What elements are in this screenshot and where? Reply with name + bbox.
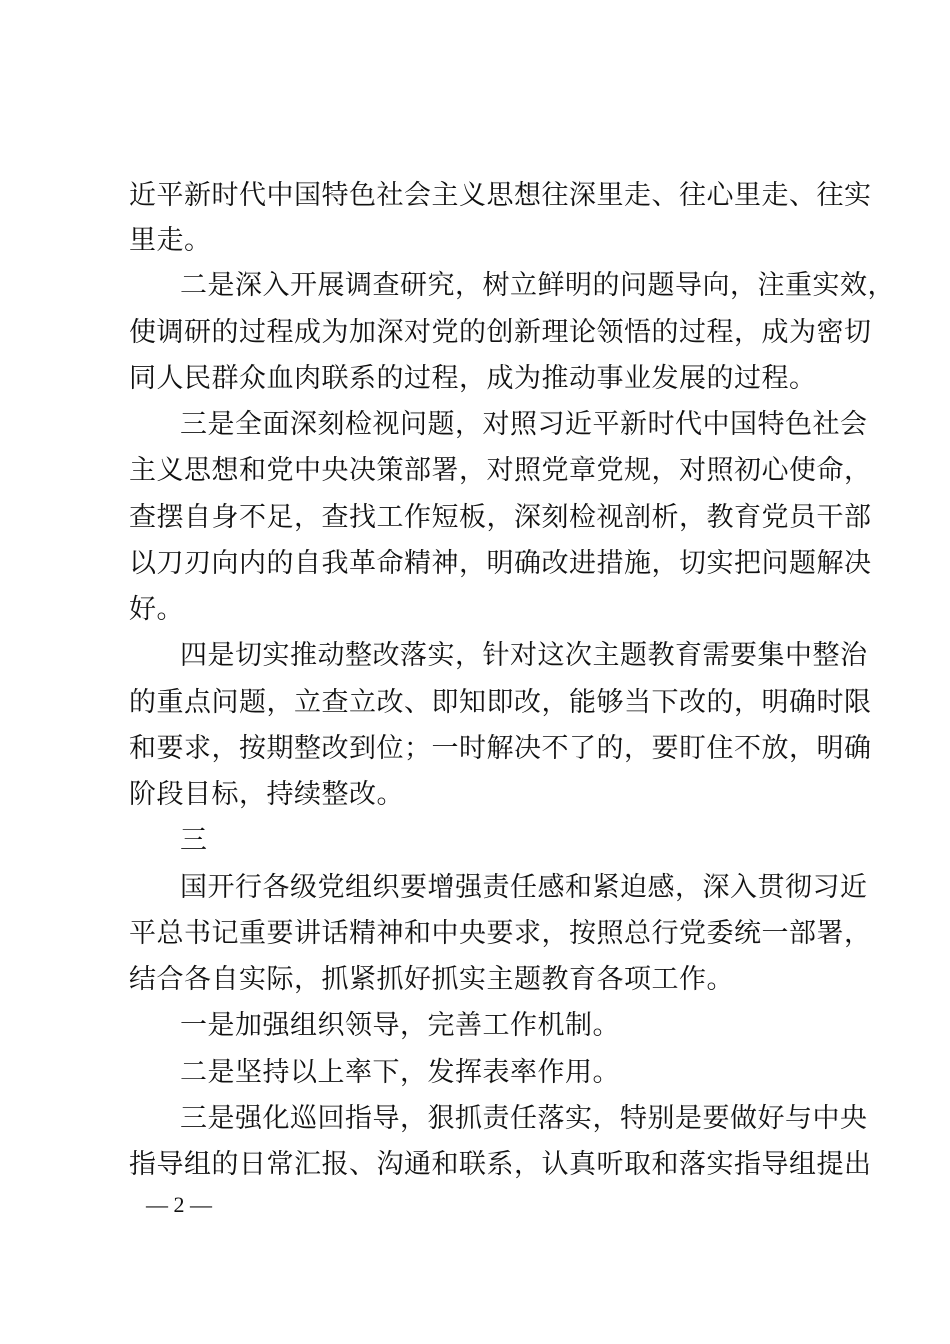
text-line: 使调研的过程成为加深对党的创新理论领悟的过程，成为密切: [129, 317, 872, 348]
text-line: 主义思想和党中央决策部署，对照党章党规，对照初心使命，: [129, 455, 872, 486]
paragraph-start: 国开行各级党组织要增强责任感和紧迫感，深入贯彻习近: [180, 872, 868, 903]
paragraph-start: 三是全面深刻检视问题，对照习近平新时代中国特色社会: [180, 409, 868, 440]
text-line: 同人民群众血肉联系的过程，成为推动事业发展的过程。: [129, 363, 817, 394]
text-line: 近平新时代中国特色社会主义思想往深里走、往心里走、往实: [129, 180, 872, 211]
text-line: 和要求，按期整改到位；一时解决不了的，要盯住不放，明确: [129, 733, 872, 764]
paragraph-start: 二是坚持以上率下，发挥表率作用。: [180, 1057, 620, 1088]
text-line: 里走。: [129, 225, 212, 256]
text-line: 好。: [129, 594, 184, 625]
paragraph-start: 一是加强组织领导，完善工作机制。: [180, 1010, 620, 1041]
page-number: — 2 —: [146, 1192, 212, 1217]
paragraph-start: 四是切实推动整改落实，针对这次主题教育需要集中整治: [180, 640, 868, 671]
text-line: 阶段目标，持续整改。: [129, 779, 404, 810]
text-line: 结合各自实际，抓紧抓好抓实主题教育各项工作。: [129, 964, 734, 995]
paragraph-start: 二是深入开展调查研究，树立鲜明的问题导向，注重实效，: [180, 270, 895, 301]
text-line: 平总书记重要讲话精神和中央要求，按照总行党委统一部署，: [129, 918, 872, 949]
text-line: 查摆自身不足，查找工作短板，深刻检视剖析，教育党员干部: [129, 502, 872, 533]
section-number: 三: [180, 825, 208, 856]
text-line: 的重点问题，立查立改、即知即改，能够当下改的，明确时限: [129, 687, 872, 718]
text-line: 以刀刃向内的自我革命精神，明确改进措施，切实把问题解决: [129, 548, 872, 579]
text-line: 指导组的日常汇报、沟通和联系，认真听取和落实指导组提出: [129, 1149, 872, 1180]
paragraph-start: 三是强化巡回指导，狠抓责任落实，特别是要做好与中央: [180, 1103, 868, 1134]
